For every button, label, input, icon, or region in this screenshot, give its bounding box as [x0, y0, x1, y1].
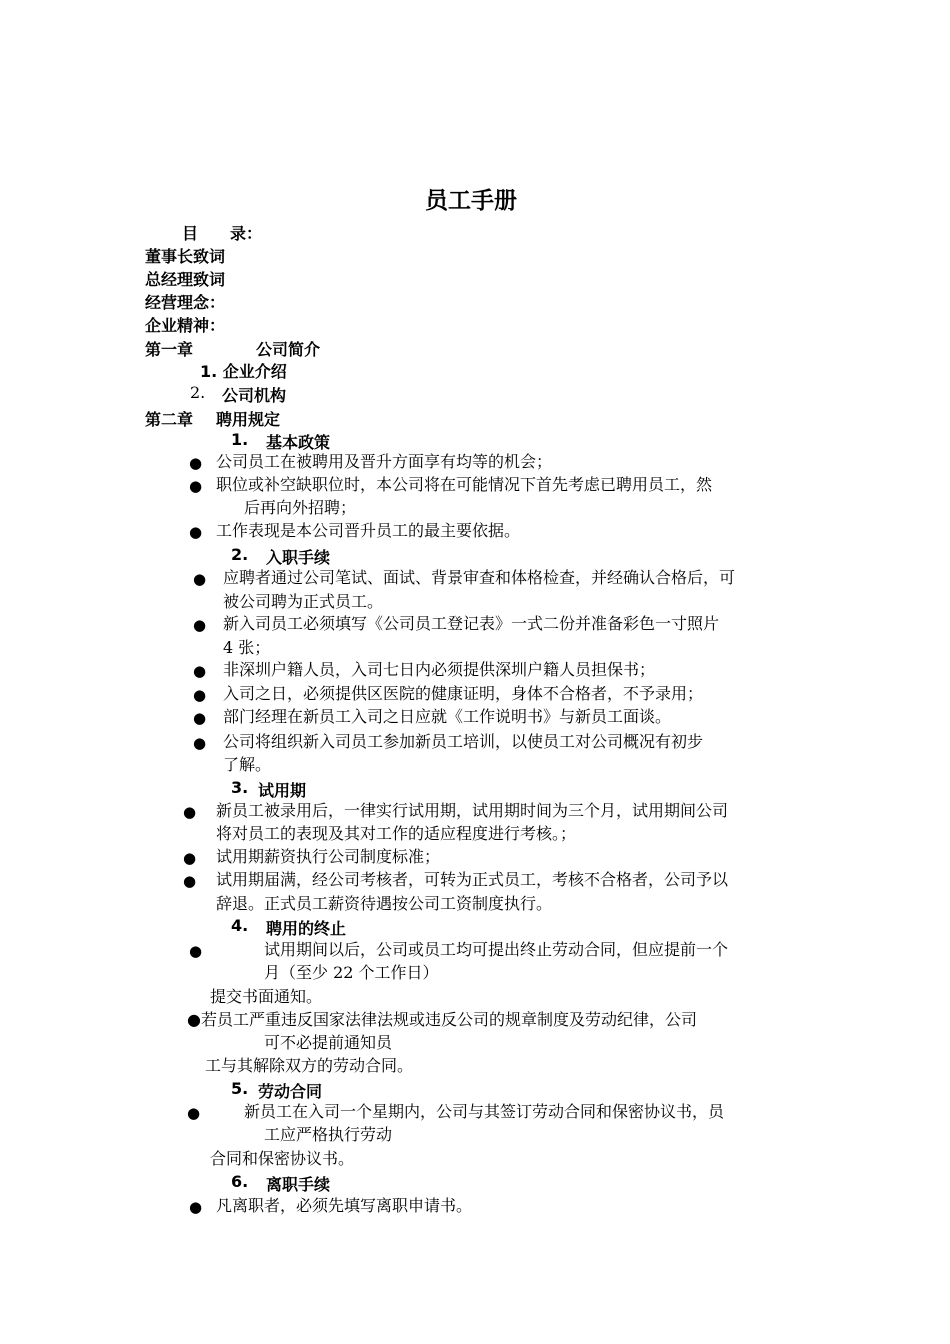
section-heading: 离职手续	[266, 1175, 331, 1194]
list-item-continuation: 将对员工的表现及其对工作的适应程度进行考核。；	[216, 824, 577, 843]
bullet-icon: ●	[193, 616, 207, 634]
bullet-icon: ●	[183, 849, 197, 867]
bullet-icon: ●	[193, 686, 207, 704]
toc-item: 经营理念：	[145, 293, 226, 312]
list-item: ●若员工严重违反国家法律法规或违反公司的规章制度及劳动纪律，公司	[187, 1010, 697, 1029]
list-item: 新员工被录用后，一律实行试用期，试用期时间为三个月，试用期间公司	[216, 801, 729, 820]
list-item: 新入司员工必须填写《公司员工登记表》一式二份并准备彩色一寸照片	[223, 614, 720, 633]
toc-label-b: 录：	[230, 224, 263, 243]
list-item: 新员工在入司一个星期内，公司与其签订劳动合同和保密协议书，员	[244, 1102, 725, 1121]
section-heading: 劳动合同	[258, 1082, 323, 1101]
section-number: 3.	[231, 778, 249, 797]
bullet-icon: ●	[193, 709, 207, 727]
list-item-continuation: 合同和保密协议书。	[210, 1149, 355, 1168]
list-item-continuation: 工应严格执行劳动	[264, 1125, 393, 1144]
chapter-label: 第一章	[145, 340, 194, 359]
bullet-icon: ●	[189, 477, 203, 495]
section-heading: 1. 企业介绍	[200, 362, 287, 381]
section-heading: 聘用的终止	[266, 919, 347, 938]
section-heading: 公司机构	[222, 386, 287, 405]
bullet-icon: ●	[189, 454, 203, 472]
section-number: 4.	[231, 916, 249, 935]
section-number: 2.	[231, 545, 249, 564]
section-heading: 入职手续	[266, 548, 331, 567]
list-item-continuation: 被公司聘为正式员工。	[223, 592, 384, 611]
list-item-continuation: 提交书面通知。	[210, 987, 323, 1006]
list-item: 部门经理在新员工入司之日应就《工作说明书》与新员工面谈。	[223, 707, 672, 726]
list-item-continuation: 后再向外招聘；	[244, 498, 357, 517]
list-item: 试用期间以后，公司或员工均可提出终止劳动合同，但应提前一个	[264, 940, 729, 959]
list-item: 非深圳户籍人员，入司七日内必须提供深圳户籍人员担保书；	[223, 660, 656, 679]
section-number: 2.	[190, 383, 206, 402]
list-item: 试用期薪资执行公司制度标准；	[216, 847, 441, 866]
list-item-continuation: 4 张；	[223, 638, 271, 657]
bullet-icon: ●	[183, 872, 197, 890]
section-number: 5.	[231, 1079, 249, 1098]
bullet-icon: ●	[187, 1104, 201, 1122]
list-item: 入司之日，必须提供区医院的健康证明，身体不合格者，不予录用；	[223, 684, 704, 703]
bullet-icon: ●	[193, 662, 207, 680]
bullet-icon: ●	[183, 803, 197, 821]
list-item-continuation: 月（至少 22 个工作日）	[264, 963, 439, 982]
list-item-continuation: 辞退。正式员工薪资待遇按公司工资制度执行。	[216, 894, 553, 913]
bullet-icon: ●	[189, 942, 203, 960]
list-item: 公司将组织新入司员工参加新员工培训，以使员工对公司概况有初步	[223, 732, 704, 751]
toc-item: 企业精神：	[145, 316, 226, 335]
toc-item: 总经理致词	[145, 270, 226, 289]
chapter-name: 聘用规定	[216, 410, 281, 429]
bullet-icon: ●	[193, 734, 207, 752]
list-item: 凡离职者，必须先填写离职申请书。	[216, 1196, 473, 1215]
list-item: 职位或补空缺职位时，本公司将在可能情况下首先考虑已聘用员工，然	[216, 475, 713, 494]
chapter-label: 第二章	[145, 410, 194, 429]
toc-label-a: 目	[182, 224, 199, 243]
section-heading: 基本政策	[266, 433, 331, 452]
section-number: 6.	[231, 1172, 249, 1191]
list-item: 应聘者通过公司笔试、面试、背景审查和体格检查，并经确认合格后，可	[223, 568, 736, 587]
document-title: 员工手册	[425, 188, 517, 214]
list-item: 工作表现是本公司晋升员工的最主要依据。	[216, 521, 521, 540]
toc-item: 董事长致词	[145, 247, 226, 266]
section-heading: 试用期	[258, 781, 307, 800]
list-item: 公司员工在被聘用及晋升方面享有均等的机会；	[216, 452, 553, 471]
list-item-continuation: 了解。	[223, 755, 272, 774]
chapter-name: 公司简介	[256, 340, 321, 359]
list-item-continuation: 工与其解除双方的劳动合同。	[205, 1056, 414, 1075]
bullet-icon: ●	[189, 523, 203, 541]
list-item: 试用期届满，经公司考核者，可转为正式员工，考核不合格者，公司予以	[216, 870, 729, 889]
bullet-icon: ●	[189, 1198, 203, 1216]
bullet-icon: ●	[193, 570, 207, 588]
section-number: 1.	[231, 430, 249, 449]
list-item-continuation: 可不必提前通知员	[264, 1033, 393, 1052]
